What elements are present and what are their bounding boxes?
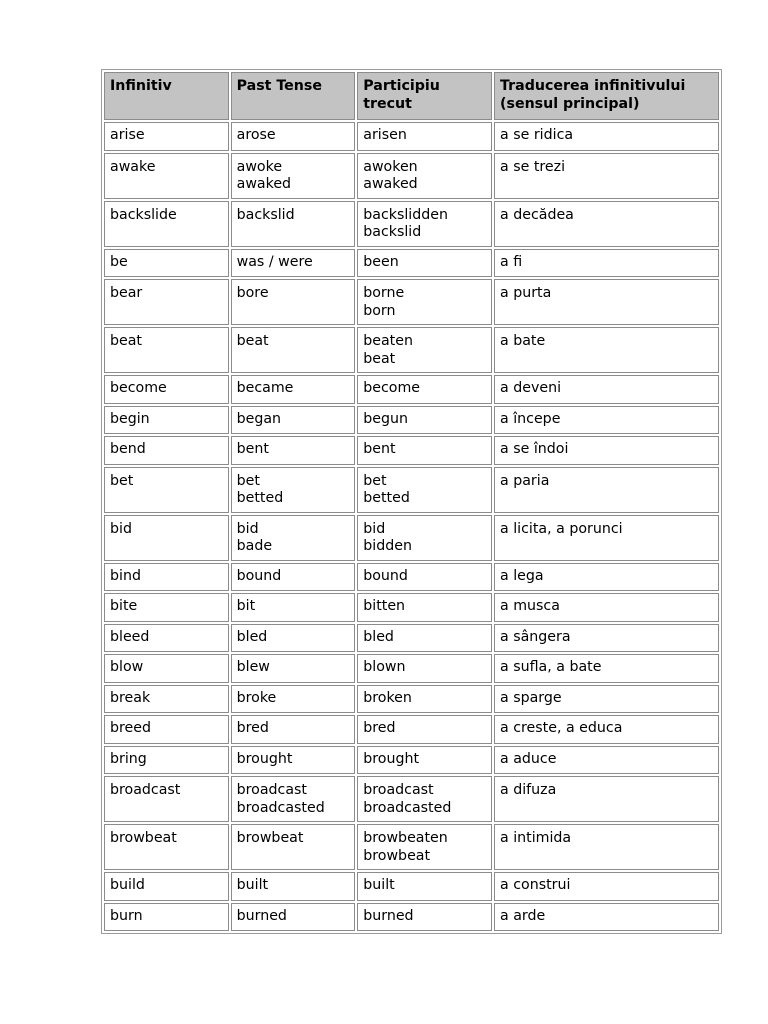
- table-row: [104, 327, 719, 373]
- table-row: [104, 776, 719, 822]
- header-infinitiv: Infinitiv: [104, 72, 229, 120]
- table-row: [104, 903, 719, 932]
- cell-traducere: a bate: [494, 327, 719, 373]
- table-body: [104, 122, 719, 931]
- cell-infinitiv: break: [104, 685, 229, 714]
- cell-past-tense: arose: [231, 122, 356, 151]
- cell-past-tense: broke: [231, 685, 356, 714]
- table-row: [104, 824, 719, 870]
- cell-infinitiv: browbeat: [104, 824, 229, 870]
- cell-participiu-trecut: blown: [357, 654, 492, 683]
- cell-traducere: a începe: [494, 406, 719, 435]
- table-row: [104, 563, 719, 592]
- cell-traducere: a sângera: [494, 624, 719, 653]
- cell-past-tense: browbeat: [231, 824, 356, 870]
- cell-past-tense: bred: [231, 715, 356, 744]
- cell-past-tense: bid bade: [231, 515, 356, 561]
- cell-participiu-trecut: arisen: [357, 122, 492, 151]
- cell-infinitiv: build: [104, 872, 229, 901]
- cell-traducere: a deveni: [494, 375, 719, 404]
- cell-traducere: a intimida: [494, 824, 719, 870]
- cell-infinitiv: blow: [104, 654, 229, 683]
- cell-traducere: a se ridica: [494, 122, 719, 151]
- cell-infinitiv: bear: [104, 279, 229, 325]
- table-row: [104, 685, 719, 714]
- cell-infinitiv: broadcast: [104, 776, 229, 822]
- table-row: [104, 375, 719, 404]
- cell-traducere: a difuza: [494, 776, 719, 822]
- header-traducere: Traducerea infinitivului (sensul principal): [494, 72, 719, 120]
- table-row: [104, 249, 719, 278]
- cell-participiu-trecut: broken: [357, 685, 492, 714]
- table-row: [104, 153, 719, 199]
- cell-past-tense: burned: [231, 903, 356, 932]
- cell-past-tense: bore: [231, 279, 356, 325]
- cell-past-tense: was / were: [231, 249, 356, 278]
- cell-infinitiv: become: [104, 375, 229, 404]
- cell-traducere: a creste, a educa: [494, 715, 719, 744]
- cell-traducere: a decădea: [494, 201, 719, 247]
- cell-traducere: a sparge: [494, 685, 719, 714]
- table-row: [104, 201, 719, 247]
- cell-past-tense: bent: [231, 436, 356, 465]
- table-row: [104, 515, 719, 561]
- cell-traducere: a paria: [494, 467, 719, 513]
- cell-infinitiv: awake: [104, 153, 229, 199]
- cell-past-tense: bet betted: [231, 467, 356, 513]
- cell-traducere: a fi: [494, 249, 719, 278]
- cell-participiu-trecut: bet betted: [357, 467, 492, 513]
- cell-past-tense: began: [231, 406, 356, 435]
- table-row: [104, 715, 719, 744]
- cell-infinitiv: beat: [104, 327, 229, 373]
- cell-past-tense: brought: [231, 746, 356, 775]
- header-participiu-trecut: Participiu trecut: [357, 72, 492, 120]
- table-row: [104, 654, 719, 683]
- table-row: [104, 406, 719, 435]
- cell-participiu-trecut: bid bidden: [357, 515, 492, 561]
- cell-infinitiv: bid: [104, 515, 229, 561]
- cell-participiu-trecut: bent: [357, 436, 492, 465]
- cell-past-tense: backslid: [231, 201, 356, 247]
- table-row: [104, 872, 719, 901]
- cell-traducere: a se trezi: [494, 153, 719, 199]
- cell-traducere: a arde: [494, 903, 719, 932]
- cell-past-tense: bled: [231, 624, 356, 653]
- table-header-row: [104, 72, 719, 120]
- cell-participiu-trecut: browbeaten browbeat: [357, 824, 492, 870]
- cell-participiu-trecut: bred: [357, 715, 492, 744]
- header-past-tense: Past Tense: [231, 72, 356, 120]
- cell-traducere: a lega: [494, 563, 719, 592]
- cell-infinitiv: bend: [104, 436, 229, 465]
- cell-past-tense: bound: [231, 563, 356, 592]
- table-row: [104, 279, 719, 325]
- cell-infinitiv: bleed: [104, 624, 229, 653]
- cell-infinitiv: bring: [104, 746, 229, 775]
- cell-infinitiv: bind: [104, 563, 229, 592]
- cell-traducere: a se îndoi: [494, 436, 719, 465]
- table-row: [104, 436, 719, 465]
- cell-traducere: a aduce: [494, 746, 719, 775]
- cell-infinitiv: be: [104, 249, 229, 278]
- table-row: [104, 467, 719, 513]
- cell-participiu-trecut: begun: [357, 406, 492, 435]
- cell-participiu-trecut: borne born: [357, 279, 492, 325]
- cell-past-tense: bit: [231, 593, 356, 622]
- cell-past-tense: became: [231, 375, 356, 404]
- cell-past-tense: awoke awaked: [231, 153, 356, 199]
- irregular-verbs-table: [101, 69, 722, 934]
- table-row: [104, 746, 719, 775]
- table-row: [104, 593, 719, 622]
- cell-past-tense: broadcast broadcasted: [231, 776, 356, 822]
- cell-participiu-trecut: broadcast broadcasted: [357, 776, 492, 822]
- cell-participiu-trecut: become: [357, 375, 492, 404]
- cell-participiu-trecut: brought: [357, 746, 492, 775]
- cell-past-tense: built: [231, 872, 356, 901]
- table-row: [104, 122, 719, 151]
- cell-participiu-trecut: beaten beat: [357, 327, 492, 373]
- table-row: [104, 624, 719, 653]
- cell-participiu-trecut: burned: [357, 903, 492, 932]
- cell-infinitiv: burn: [104, 903, 229, 932]
- cell-traducere: a licita, a porunci: [494, 515, 719, 561]
- cell-participiu-trecut: built: [357, 872, 492, 901]
- cell-traducere: a musca: [494, 593, 719, 622]
- cell-traducere: a purta: [494, 279, 719, 325]
- cell-traducere: a sufla, a bate: [494, 654, 719, 683]
- cell-infinitiv: breed: [104, 715, 229, 744]
- cell-participiu-trecut: bitten: [357, 593, 492, 622]
- cell-participiu-trecut: bound: [357, 563, 492, 592]
- cell-past-tense: beat: [231, 327, 356, 373]
- cell-infinitiv: bet: [104, 467, 229, 513]
- cell-participiu-trecut: awoken awaked: [357, 153, 492, 199]
- cell-infinitiv: backslide: [104, 201, 229, 247]
- cell-infinitiv: arise: [104, 122, 229, 151]
- cell-past-tense: blew: [231, 654, 356, 683]
- cell-participiu-trecut: been: [357, 249, 492, 278]
- cell-infinitiv: bite: [104, 593, 229, 622]
- cell-participiu-trecut: bled: [357, 624, 492, 653]
- cell-infinitiv: begin: [104, 406, 229, 435]
- cell-participiu-trecut: backslidden backslid: [357, 201, 492, 247]
- cell-traducere: a construi: [494, 872, 719, 901]
